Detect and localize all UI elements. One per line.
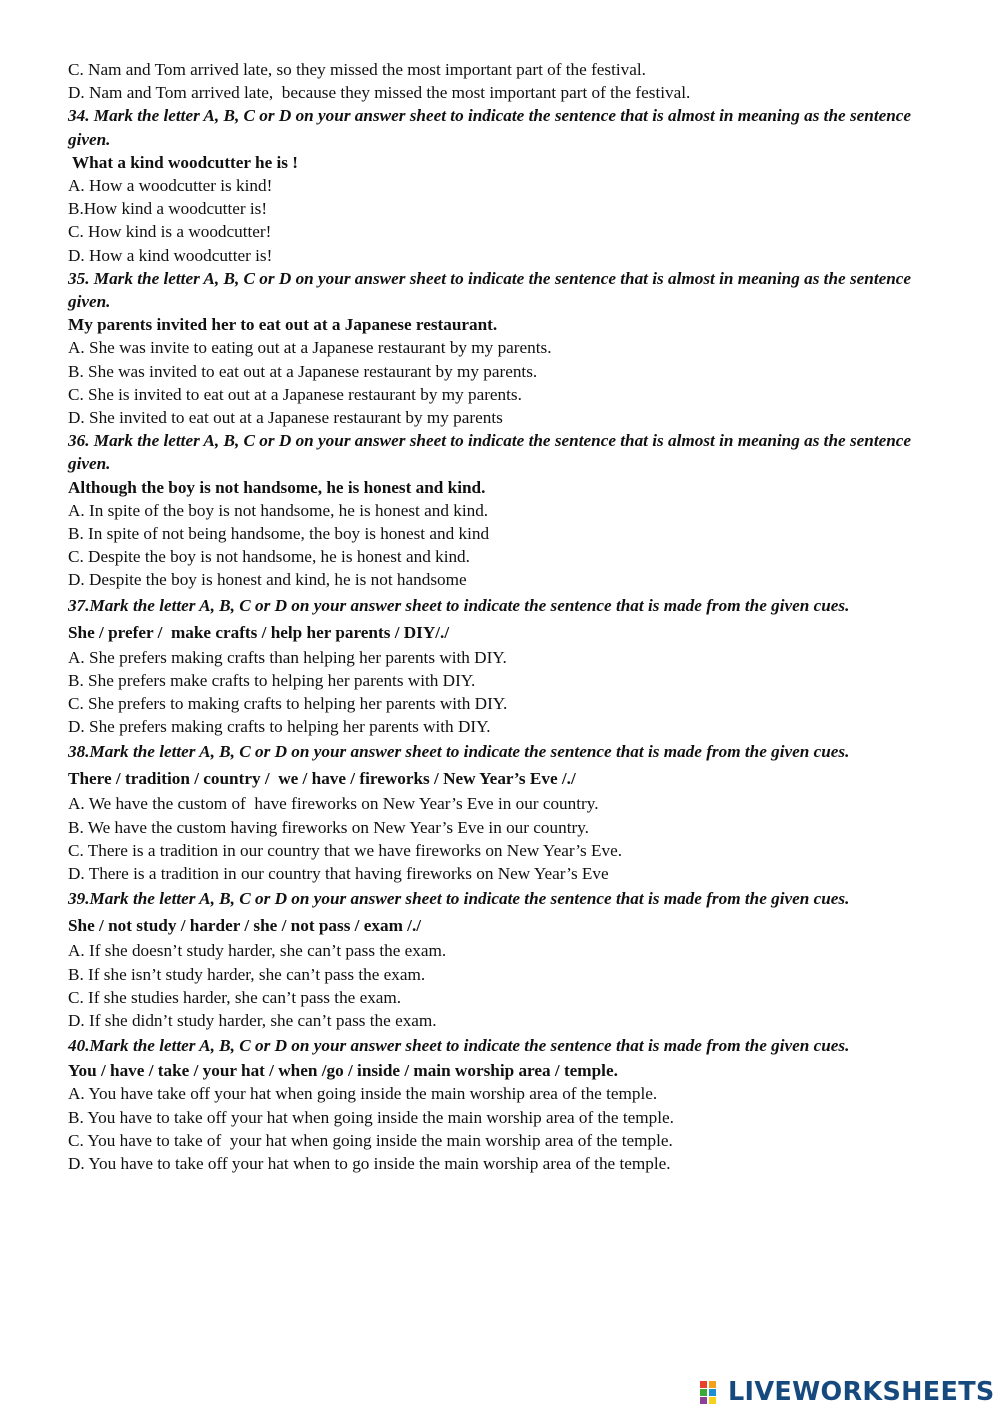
question-prompt: You / have / take / your hat / when /go / inside / main worship area / temple. (68, 1061, 618, 1081)
option-b[interactable]: B. She was invited to eat out at a Japanese restaurant by my parents. (68, 361, 538, 381)
question-instruction: 39.Mark the letter A, B, C or D on your answer sheet to indicate the sentence that is made from the given cues. (68, 889, 850, 909)
option-d[interactable]: D. She invited to eat out at a Japanese restaurant by my parents (68, 408, 503, 428)
option-a[interactable]: A. We have the custom of have fireworks on New Year’s Eve in our country. (68, 794, 599, 814)
option-c[interactable]: C. You have to take of your hat when going inside the main worship area of the temple. (68, 1130, 673, 1150)
option-a[interactable]: A. You have take off your hat when going inside the main worship area of the temple. (68, 1084, 658, 1104)
question-34 (68, 104, 938, 266)
question-instruction: 40.Mark the letter A, B, C or D on your answer sheet to indicate the sentence that is made from the given cues. (68, 1036, 850, 1056)
question-prompt: Although the boy is not handsome, he is honest and kind. (68, 477, 486, 497)
question-prompt: What a kind woodcutter he is ! (68, 152, 298, 172)
option-d[interactable]: D. You have to take off your hat when to go inside the main worship area of the temple. (68, 1153, 671, 1173)
question-35 (68, 267, 938, 429)
option-a[interactable]: A. She was invite to eating out at a Japanese restaurant by my parents. (68, 338, 552, 358)
question-instruction: 34. Mark the letter A, B, C or D on your answer sheet to indicate the sentence that is almost in meaning as the sentence given. (68, 106, 912, 149)
option-a[interactable]: A. If she doesn’t study harder, she can’t pass the exam. (68, 941, 447, 961)
option-b[interactable]: B.How kind a woodcutter is! (68, 199, 268, 219)
question-instruction: 36. Mark the letter A, B, C or D on your answer sheet to indicate the sentence that is almost in meaning as the sentence given. (68, 431, 912, 474)
question-38 (68, 738, 938, 885)
question-33-tail (68, 58, 938, 104)
liveworksheets-logo[interactable] (700, 1375, 995, 1409)
liveworksheets-logo-icon (700, 1379, 726, 1405)
option-a[interactable]: A. She prefers making crafts than helping her parents with DIY. (68, 647, 507, 667)
option-b[interactable]: B. We have the custom having fireworks on New Year’s Eve in our country. (68, 817, 589, 837)
question-instruction: 35. Mark the letter A, B, C or D on your answer sheet to indicate the sentence that is almost in meaning as the sentence given. (68, 268, 912, 312)
question-40 (68, 1032, 938, 1175)
option-c[interactable]: C. If she studies harder, she can’t pass the exam. (68, 987, 402, 1007)
question-36 (68, 429, 938, 591)
option-c[interactable]: C. There is a tradition in our country that we have fireworks on New Year’s Eve. (68, 840, 623, 860)
question-prompt: She / not study / harder / she / not pass / exam /./ (68, 916, 422, 936)
option-d[interactable]: D. If she didn’t study harder, she can’t pass the exam. (68, 1010, 437, 1030)
question-instruction: 37.Mark the letter A, B, C or D on your answer sheet to indicate the sentence that is made from the given cues. (68, 595, 850, 615)
option-d[interactable]: D. She prefers making crafts to helping her parents with DIY. (68, 717, 491, 737)
option-d[interactable]: D. How a kind woodcutter is! (68, 245, 273, 265)
question-39 (68, 885, 938, 1032)
option-d[interactable]: D. Nam and Tom arrived late, because they missed the most important part of the festival. (68, 83, 691, 103)
option-b[interactable]: B. She prefers make crafts to helping her parents with DIY. (68, 670, 476, 690)
question-prompt: There / tradition / country / we / have / fireworks / New Year’s Eve /./ (68, 769, 576, 789)
option-c[interactable]: C. How kind is a woodcutter! (68, 222, 272, 242)
question-prompt: My parents invited her to eat out at a Japanese restaurant. (68, 315, 498, 335)
option-d[interactable]: D. There is a tradition in our country that having fireworks on New Year’s Eve (68, 864, 609, 884)
option-b[interactable]: B. You have to take off your hat when going inside the main worship area of the temple. (68, 1107, 674, 1127)
worksheet-page (68, 58, 938, 1175)
option-b[interactable]: B. In spite of not being handsome, the boy is honest and kind (68, 524, 490, 544)
question-prompt: She / prefer / make crafts / help her parents / DIY/./ (68, 622, 450, 642)
option-c[interactable]: C. Despite the boy is not handsome, he is honest and kind. (68, 547, 470, 567)
option-c[interactable]: C. She is invited to eat out at a Japanese restaurant by my parents. (68, 384, 522, 404)
option-c[interactable]: C. She prefers to making crafts to helping her parents with DIY. (68, 694, 508, 714)
option-a[interactable]: A. In spite of the boy is not handsome, he is honest and kind. (68, 500, 489, 520)
question-37 (68, 592, 938, 739)
option-b[interactable]: B. If she isn’t study harder, she can’t pass the exam. (68, 964, 426, 984)
option-c[interactable]: C. Nam and Tom arrived late, so they missed the most important part of the festival. (68, 60, 646, 79)
logo-text: LIVEWORKSHEETS (728, 1377, 995, 1407)
question-instruction: 38.Mark the letter A, B, C or D on your answer sheet to indicate the sentence that is made from the given cues. (68, 742, 850, 762)
option-a[interactable]: A. How a woodcutter is kind! (68, 176, 273, 196)
option-d[interactable]: D. Despite the boy is honest and kind, he is not handsome (68, 570, 467, 590)
